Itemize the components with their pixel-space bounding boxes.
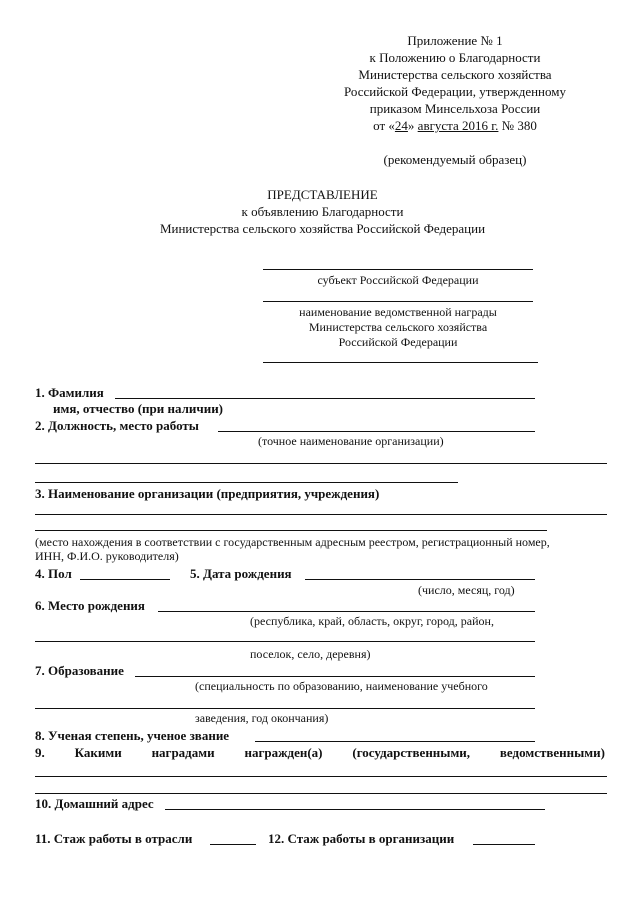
appendix-line-3: Министерства сельского хозяйства	[358, 67, 552, 82]
education-line-2[interactable]	[35, 708, 535, 709]
field-8-label: 8. Ученая степень, ученое звание	[35, 728, 230, 743]
field-9-label	[35, 745, 605, 760]
field-6-label: 6. Место рождения	[35, 598, 145, 613]
field-3-caption-1: (место нахождения в соответствии с государственным адресным реестром, регистрационный номер,	[35, 535, 550, 549]
field-9-word-2: Какими	[74, 745, 122, 760]
field-10-label: 10. Домашний адрес	[35, 796, 154, 811]
appendix-date	[330, 118, 580, 133]
field-7-caption-2: заведения, год окончания)	[195, 711, 329, 725]
education-line[interactable]	[135, 676, 535, 677]
awards-line[interactable]	[35, 776, 607, 777]
field-4-label: 4. Пол	[35, 566, 72, 581]
sample-note: (рекомендуемый образец)	[383, 152, 527, 167]
award-caption-1: наименование ведомственной награды	[299, 305, 497, 319]
date-month-year: августа 2016 г.	[417, 118, 499, 133]
award-caption-2: Министерства сельского хозяйства	[308, 320, 488, 334]
field-6-caption-1: (республика, край, область, округ, город, район,	[250, 614, 494, 628]
field-1-label-2: имя, отчество (при наличии)	[53, 401, 224, 416]
title-line-1: ПРЕДСТАВЛЕНИЕ	[267, 187, 378, 202]
field-12-label: 12. Стаж работы в организации	[268, 831, 455, 846]
field-9-word-6: ведомственными)	[499, 745, 605, 760]
position-line[interactable]	[218, 431, 535, 432]
field-7-caption-1: (специальность по образованию, наименование учебного	[195, 679, 488, 693]
surname-line[interactable]	[115, 398, 535, 399]
birth-place-line-2[interactable]	[35, 641, 535, 642]
appendix-line-5: приказом Минсельхоза России	[369, 101, 541, 116]
award-caption-3: Российской Федерации	[338, 335, 458, 349]
field-6-caption-2: поселок, село, деревня)	[250, 647, 371, 661]
field-9-word-4: награжден(а)	[244, 745, 323, 760]
awards-line-2[interactable]	[35, 793, 607, 794]
industry-experience-line[interactable]	[210, 844, 256, 845]
title-line-3: Министерства сельского хозяйства Российской Федерации	[159, 221, 486, 236]
field-11-label: 11. Стаж работы в отрасли	[35, 831, 193, 846]
field-9-word-3: наградами	[151, 745, 215, 760]
birth-place-line[interactable]	[158, 611, 535, 612]
award-line[interactable]	[263, 301, 533, 302]
field-1-label: 1. Фамилия	[35, 385, 104, 400]
date-prefix: от «	[373, 118, 395, 133]
organization-experience-line[interactable]	[473, 844, 535, 845]
field-2-label: 2. Должность, место работы	[35, 418, 199, 433]
position-line-3[interactable]	[35, 482, 458, 483]
date-number: № 380	[498, 118, 537, 133]
degree-line[interactable]	[255, 741, 535, 742]
field-5-caption: (число, месяц, год)	[418, 583, 515, 597]
subject-caption: субъект Российской Федерации	[317, 273, 479, 287]
title-line-2: к объявлению Благодарности	[241, 204, 404, 219]
award-line-2[interactable]	[263, 362, 538, 363]
organization-line-2[interactable]	[35, 530, 547, 531]
field-9-word-5: (государственными,	[352, 745, 471, 760]
birth-date-line[interactable]	[305, 579, 535, 580]
field-5-label: 5. Дата рождения	[190, 566, 292, 581]
gender-line[interactable]	[80, 579, 170, 580]
address-line[interactable]	[165, 809, 545, 810]
position-line-2[interactable]	[35, 463, 607, 464]
date-day: 24	[394, 118, 408, 133]
date-mid: »	[407, 118, 418, 133]
appendix-line-2: к Положению о Благодарности	[369, 50, 541, 65]
field-7-label: 7. Образование	[35, 663, 124, 678]
field-2-caption: (точное наименование организации)	[258, 434, 444, 448]
subject-line[interactable]	[263, 269, 533, 270]
field-3-label: 3. Наименование организации (предприятия, учреждения)	[35, 486, 380, 501]
field-3-caption-2: ИНН, Ф.И.О. руководителя)	[35, 549, 179, 563]
organization-line[interactable]	[35, 514, 607, 515]
field-9-word-1: 9.	[35, 745, 45, 760]
appendix-line-4: Российской Федерации, утвержденному	[344, 84, 566, 99]
appendix-line-1: Приложение № 1	[407, 33, 503, 48]
